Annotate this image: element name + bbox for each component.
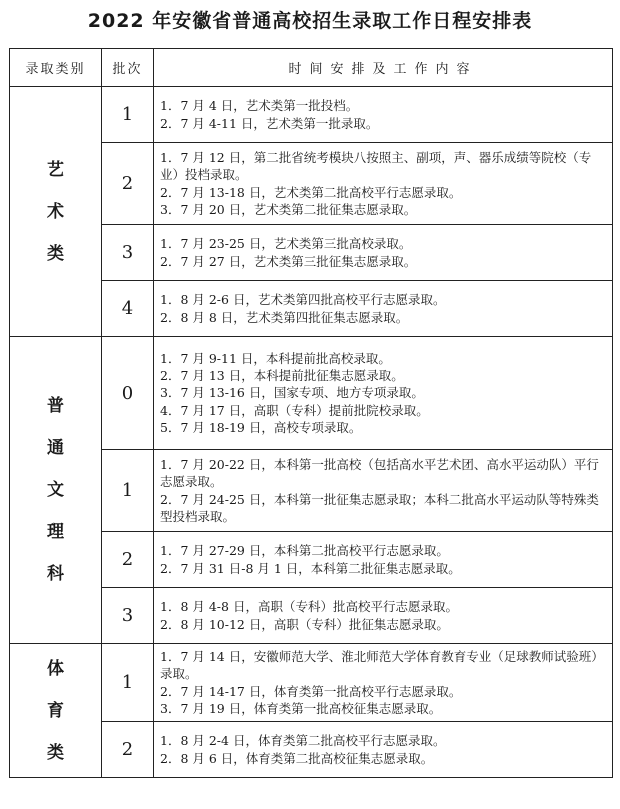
schedule-item: 2．7 月 24-25 日，本科第一批征集志愿录取；本科二批高水平运动队等特殊类型投档录取。 <box>160 491 599 524</box>
schedule-items-cell <box>154 225 613 281</box>
schedule-item: 1．7 月 27-29 日，本科第二批高校平行志愿录取。 <box>160 543 449 559</box>
schedule-item: 1．7 月 23-25 日，艺术类第三批高校录取。 <box>160 236 412 252</box>
category-char: 育 <box>47 700 64 721</box>
category-cell <box>10 337 102 644</box>
batch-cell: 2 <box>102 532 154 588</box>
header-batch: 批次 <box>102 49 154 87</box>
schedule-items-cell <box>154 281 613 337</box>
page-title: 2022 年安徽省普通高校招生录取工作日程安排表 <box>87 10 533 32</box>
category-char: 类 <box>47 742 64 763</box>
schedule-items-cell <box>154 644 613 722</box>
schedule-item: 1．7 月 14 日，安徽师范大学、淮北师范大学体育教育专业（足球教师试验班）录取。 <box>160 649 604 682</box>
schedule-item: 2．7 月 14-17 日，体育类第一批高校平行志愿录取。 <box>160 683 462 699</box>
header-content: 时间安排及工作内容 <box>154 49 613 87</box>
schedule-item: 3．7 月 13-16 日，国家专项、地方专项录取。 <box>160 385 424 401</box>
schedule-item: 1．8 月 2-6 日，艺术类第四批高校平行志愿录取。 <box>160 292 446 308</box>
schedule-item: 2．7 月 13 日，本科提前批征集志愿录取。 <box>160 368 404 384</box>
schedule-item: 2．8 月 6 日，体育类第二批高校征集志愿录取。 <box>160 750 434 766</box>
batch-cell: 1 <box>102 644 154 722</box>
schedule-item: 2．8 月 10-12 日，高职（专科）批征集志愿录取。 <box>160 616 449 632</box>
table-body <box>10 87 613 778</box>
schedule-item: 1．7 月 9-11 日，本科提前批高校录取。 <box>160 350 391 366</box>
schedule-items-cell <box>154 588 613 644</box>
schedule-item: 1．8 月 4-8 日，高职（专科）批高校平行志愿录取。 <box>160 599 458 615</box>
schedule-item: 2．7 月 13-18 日，艺术类第二批高校平行志愿录取。 <box>160 184 462 200</box>
batch-cell: 0 <box>102 337 154 450</box>
schedule-item: 2．7 月 27 日，艺术类第三批征集志愿录取。 <box>160 253 417 269</box>
category-char: 术 <box>47 201 64 222</box>
table-row <box>10 337 613 450</box>
schedule-items-cell <box>154 143 613 225</box>
batch-cell: 2 <box>102 143 154 225</box>
schedule-items-cell <box>154 337 613 450</box>
category-char: 艺 <box>47 159 64 180</box>
header-category: 录取类别 <box>10 49 102 87</box>
schedule-items-cell <box>154 87 613 143</box>
schedule-items-cell <box>154 722 613 778</box>
category-char: 科 <box>47 564 64 584</box>
table-row <box>10 87 613 143</box>
schedule-item: 3．7 月 20 日，艺术类第二批征集志愿录取。 <box>160 201 417 217</box>
category-cell <box>10 87 102 337</box>
schedule-items-cell <box>154 532 613 588</box>
category-char: 理 <box>47 522 64 542</box>
schedule-item: 1．7 月 12 日，第二批省统考模块八按照主、副项，声、器乐成绩等院校（专业）投档录取。 <box>160 150 592 183</box>
schedule-item: 1．7 月 4 日，艺术类第一批投档。 <box>160 98 359 114</box>
schedule-item: 4．7 月 17 日，高职（专科）提前批院校录取。 <box>160 402 429 418</box>
batch-cell: 3 <box>102 225 154 281</box>
schedule-item: 2．7 月 31 日-8 月 1 日，本科第二批征集志愿录取。 <box>160 560 461 576</box>
batch-cell: 4 <box>102 281 154 337</box>
schedule-item: 2．7 月 4-11 日，艺术类第一批录取。 <box>160 115 379 131</box>
category-char: 类 <box>47 243 64 264</box>
batch-cell: 3 <box>102 588 154 644</box>
batch-cell: 1 <box>102 87 154 143</box>
table-header-row <box>10 49 613 87</box>
category-char: 通 <box>47 438 64 458</box>
batch-cell: 2 <box>102 722 154 778</box>
batch-cell: 1 <box>102 450 154 532</box>
category-char: 普 <box>47 396 64 416</box>
schedule-item: 2．8 月 8 日，艺术类第四批征集志愿录取。 <box>160 309 409 325</box>
category-char: 文 <box>47 480 64 500</box>
schedule-table <box>9 48 613 778</box>
schedule-items-cell <box>154 450 613 532</box>
schedule-item: 1．8 月 2-4 日，体育类第二批高校平行志愿录取。 <box>160 733 446 749</box>
schedule-item: 5．7 月 18-19 日，高校专项录取。 <box>160 419 362 435</box>
table-row <box>10 644 613 722</box>
schedule-item: 3．7 月 19 日，体育类第一批高校征集志愿录取。 <box>160 700 442 716</box>
category-cell <box>10 644 102 778</box>
category-char: 体 <box>47 658 64 679</box>
schedule-item: 1．7 月 20-22 日，本科第一批高校（包括高水平艺术团、高水平运动队）平行志愿录取。 <box>160 457 599 490</box>
